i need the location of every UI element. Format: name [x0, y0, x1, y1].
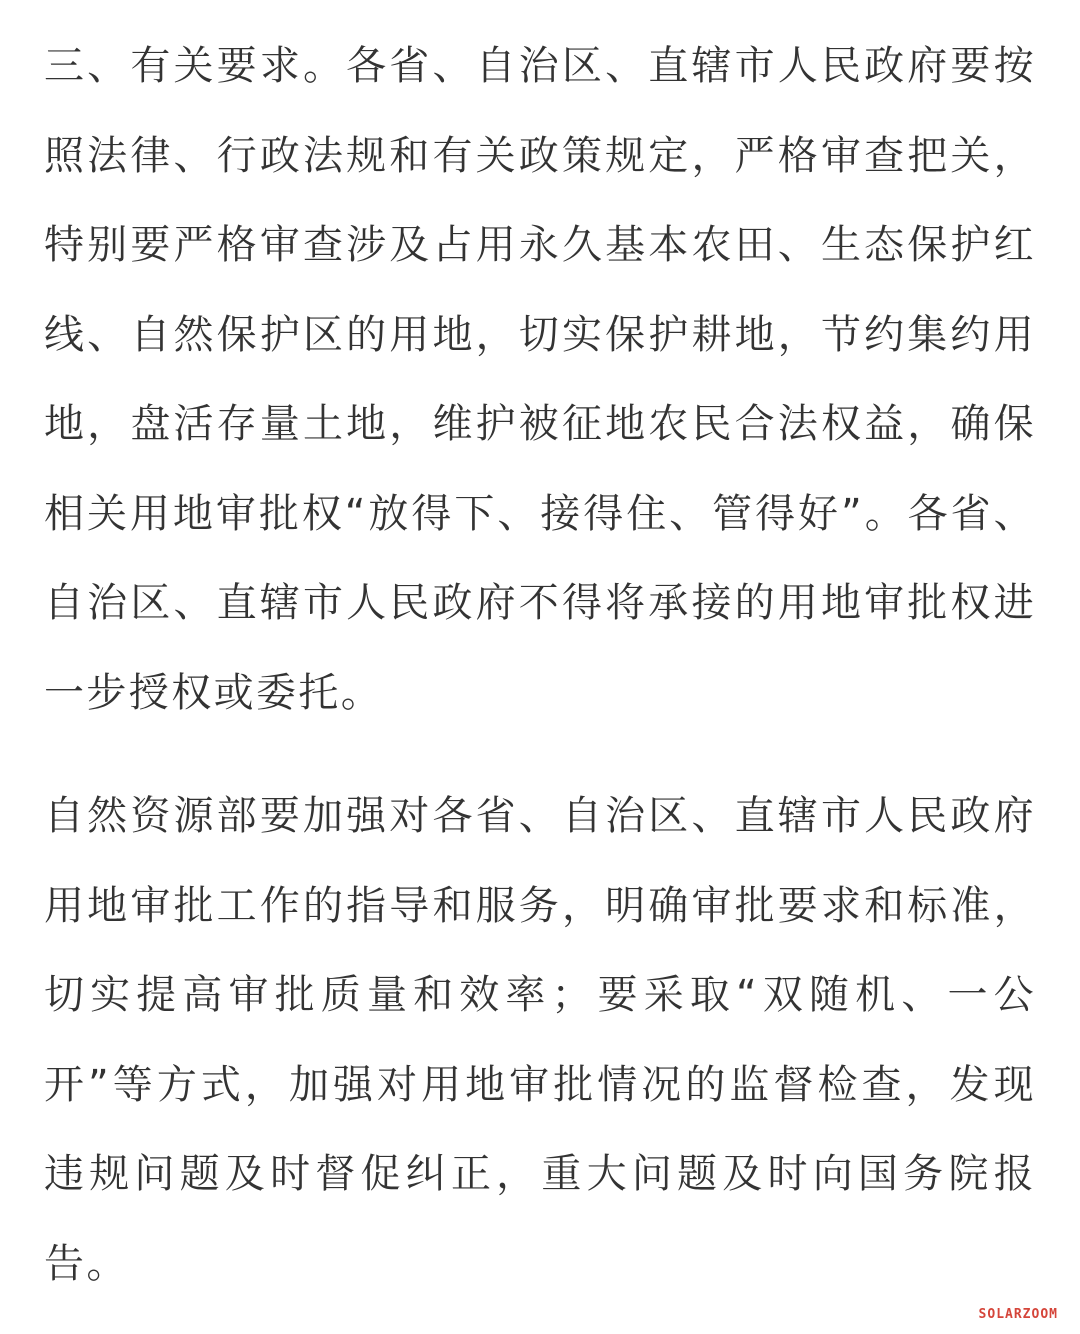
article-body [44, 22, 1036, 1309]
paragraph-supervision: 自然资源部要加强对各省、自治区、直辖市人民政府用地审批工作的指导和服务，明确审批要求和标准，切实提高审批质量和效率；要采取“双随机、一公开”等方式，加强对用地审批情况的监督检查，发现违规问题及时督促纠正，重大问题及时向国务院报告。 [44, 793, 1036, 1287]
watermark-logo: SOLARZOOM [978, 1307, 1058, 1322]
paragraph-requirements: 三、有关要求。各省、自治区、直辖市人民政府要按照法律、行政法规和有关政策规定，严格审查把关，特别要严格审查涉及占用永久基本农田、生态保护红线、自然保护区的用地，切实保护耕地，节约集约用地，盘活存量土地，维护被征地农民合法权益，确保相关用地审批权“放得下、接得住、管得好”。各省、自治区、直辖市人民政府不得将承接的用地审批权进一步授权或委托。 [44, 43, 1036, 716]
